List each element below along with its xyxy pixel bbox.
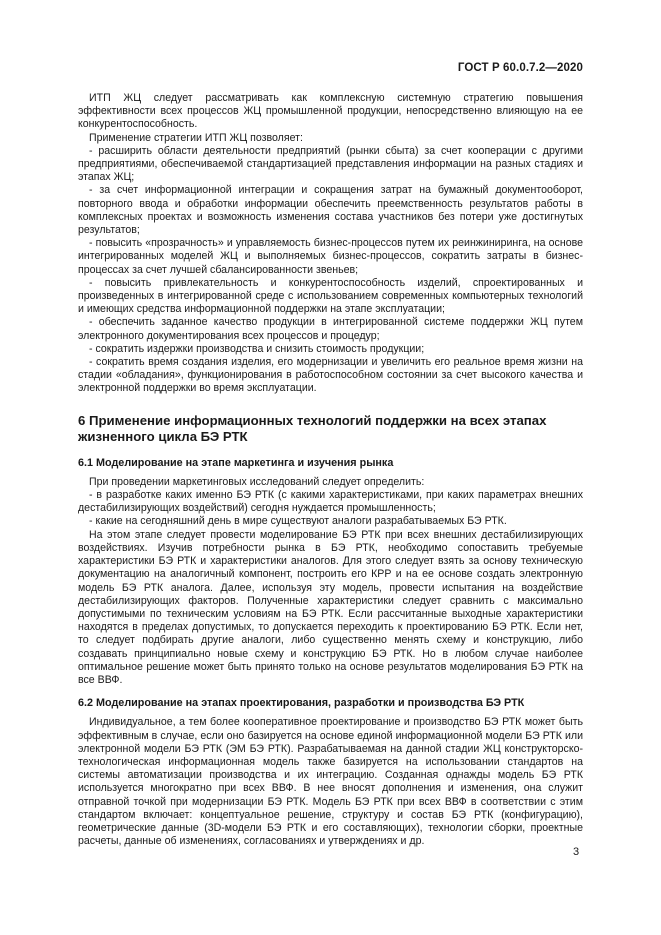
- paragraph: ИТП ЖЦ следует рассматривать как комплексную системную стратегию повышения эффективности всех процессов ЖЦ промышленной продукции, непосредственно влияющую на ее конкурентоспособность.: [78, 92, 583, 131]
- paragraph: Индивидуальное, а тем более кооперативное проектирование и производство БЭ РТК может быть эффективным в случае, если оно базируется на основе единой информационной модели БЭ РТК или электронной модели БЭ РТК (ЭМ БЭ РТК). Разрабатываемая на данной стадии ЖЦ конструкторско-технологическая информационная модель также базируется на использовании стандартов на системы автоматизации производства и их интеграцию. Созданная однажды модель БЭ РТК используется многократно при всех ВВФ. В нее вносят дополнения и изменения, она служит отправной точкой при модернизации БЭ РТК. Модель БЭ РТК при всех ВВФ в соответствии с этим стандартом включает: концептуальное решение, структуру и состав БЭ РТК (конфигурацию), геометрические данные (3D-модели БЭ РТК и его составляющих), технологии сборки, проектные расчеты, данные об изменениях, согласованиях и утверждениях и др.: [78, 716, 583, 848]
- list-item: - расширить области деятельности предприятий (рынки сбыта) за счет кооперации с другими предприятиями, обеспечиваемой стандартизацией представления информации на разных стадиях и этапах ЖЦ;: [78, 144, 583, 184]
- list-item: - сократить время создания изделия, его модернизации и увеличить его реальное время жизни на стадии «обладания», функционирования в работоспособном состоянии за счет высокого качества и электронной поддержки во время эксплуатации.: [78, 356, 583, 395]
- page-number: 3: [573, 846, 580, 858]
- paragraph: При проведении маркетинговых исследований следует определить:: [89, 475, 425, 488]
- list-item: - какие на сегодняшний день в мире существуют аналоги разрабатываемых БЭ РТК.: [89, 515, 507, 528]
- document-standard-id: ГОСТ Р 60.0.7.2—2020: [457, 62, 583, 74]
- list-item: - повысить привлекательность и конкурентоспособность изделий, спроектированных и произведенных в интегрированной среде с использованием современных компьютерных технологий и имеющих средства информационной поддержки на этапе эксплуатации;: [78, 276, 583, 316]
- page-body: [78, 92, 583, 848]
- subsection-heading: 6.2 Моделирование на этапах проектирования, разработки и производства БЭ РТК: [78, 697, 525, 710]
- list-item: - в разработке каких именно БЭ РТК (с какими характеристиками, при каких параметрах внешних дестабилизирующих воздействий) сегодня нуждается промышленность;: [78, 489, 583, 515]
- list-item: - за счет информационной интеграции и сокращения затрат на бумажный документооборот, повторного ввода и обработки информации обеспечить преемственность результатов работы в комплексных проектах и возможность изменения состава участников без потери уже достигнутых результатов;: [78, 184, 583, 237]
- list-item: - сократить издержки производства и снизить стоимость продукции;: [89, 342, 425, 355]
- paragraph: Применение стратегии ИТП ЖЦ позволяет:: [89, 131, 303, 144]
- paragraph: На этом этапе следует провести моделирование БЭ РТК при всех внешних дестабилизирующих воздействиях. Изучив потребности рынка в БЭ РТК, необходимо сопоставить требуемые характеристики БЭ РТК и характеристики аналогов. Для этого следует взять за основу техническую документацию на аналогичный компонент, построить его КРР и на ее основе создать электронную модель БЭ РТК аналога. Далее, используя эту модель, провести испытания на воздействие дестабилизирующих факторов. Полученные характеристики следует сравнить с максимально допустимыми по техническим условиям на БЭ РТК. Если рассчитанные выходные характеристики находятся в пределах допустимых, то допускается переходить к проектированию БЭ РТК. Если нет, то следует подбирать другие аналоги, либо существенно менять схему и конструкцию, либо создавать принципиально новые схему и конструкцию БЭ РТК. Но в любом случае наиболее оптимальное решение может быть принято только на основе результатов моделирования БЭ РТК на все ВВФ.: [78, 528, 583, 686]
- section-heading: 6 Применение информационных технологий поддержки на всех этапах жизненного цикла БЭ РТК: [78, 412, 547, 444]
- list-item: - обеспечить заданное качество продукции в интегрированной системе поддержки ЖЦ путем электронного документирования всех процессов и процедур;: [78, 316, 583, 342]
- list-item: - повысить «прозрачность» и управляемость бизнес-процессов путем их реинжиниринга, на основе интегрированных моделей ЖЦ и выполняемых бизнес-процессов, сократить затраты в бизнес-процессах за счет лучшей сбалансированности звеньев;: [78, 237, 583, 276]
- subsection-heading: 6.1 Моделирование на этапе маркетинга и изучения рынка: [78, 456, 394, 469]
